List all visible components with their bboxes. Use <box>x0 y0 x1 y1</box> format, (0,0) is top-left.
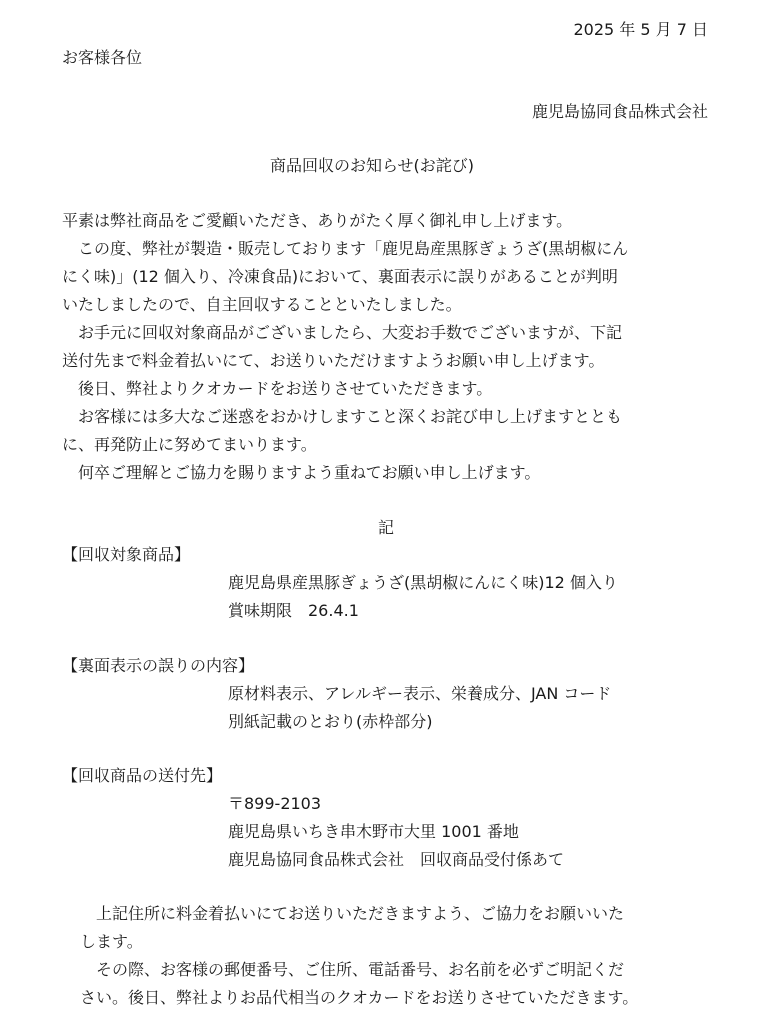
paragraph-line: お手元に回収対象商品がございましたら、大変お手数でございますが、下記 <box>62 323 623 342</box>
footer-line: さい。後日、弊社よりお品代相当のクオカードをお送りさせていただきます。 <box>80 988 639 1007</box>
paragraph-line: 何卒ご理解とご協力を賜りますよう重ねてお願い申し上げます。 <box>62 463 541 482</box>
postal-code: 〒899-2103 <box>228 794 322 813</box>
product-name: 鹿児島県産黒豚ぎょうざ(黒胡椒にんにく味)12 個入り <box>228 573 618 592</box>
sender-company: 鹿児島協同食品株式会社 <box>531 102 708 121</box>
paragraph-line: 送付先まで料金着払いにて、お送りいただけますようお願い申し上げます。 <box>62 351 605 370</box>
footer-line: その際、お客様の郵便番号、ご住所、電話番号、お名前を必ずご明記くだ <box>80 960 625 979</box>
document-date: 2025 年 5 月 7 日 <box>573 20 708 39</box>
paragraph-line: 後日、弊社よりクオカードをお送りさせていただきます。 <box>62 379 493 398</box>
paragraph-line: に、再発防止に努めてまいります。 <box>62 435 317 454</box>
address-recipient: 鹿児島協同食品株式会社 回収商品受付係あて <box>228 850 565 869</box>
footer-line: 上記住所に料金着払いにてお送りいただきますよう、ご協力をお願いいた <box>80 904 625 923</box>
paragraph-line: にく味)」(12 個入り、冷凍食品)において、裏面表示に誤りがあることが判明 <box>62 267 618 286</box>
paragraph-greeting: 平素は弊社商品をご愛顧いただき、ありがたく厚く御礼申し上げます。 <box>62 211 573 230</box>
section-heading-error: 【裏面表示の誤りの内容】 <box>62 656 255 675</box>
best-before: 賞味期限 26.4.1 <box>228 601 359 620</box>
paragraph-line: いたしましたので、自主回収することといたしました。 <box>62 295 462 314</box>
street-address: 鹿児島県いちき串木野市大里 1001 番地 <box>228 822 519 841</box>
section-heading-address: 【回収商品の送付先】 <box>62 766 223 785</box>
paragraph-line: この度、弊社が製造・販売しております「鹿児島産黒豚ぎょうざ(黒胡椒にん <box>62 239 629 258</box>
section-heading-product: 【回収対象商品】 <box>62 545 191 564</box>
error-reference: 別紙記載のとおり(赤枠部分) <box>228 712 433 731</box>
footer-line: します。 <box>80 932 143 951</box>
recipient: お客様各位 <box>62 48 143 67</box>
document-title: 商品回収のお知らせ(お詫び) <box>270 156 475 175</box>
paragraph-line: お客様には多大なご迷惑をおかけしますこと深くお詫び申し上げますととも <box>62 407 623 426</box>
error-items: 原材料表示、アレルギー表示、栄養成分、JAN コード <box>228 684 612 703</box>
ki-heading: 記 <box>378 518 395 537</box>
